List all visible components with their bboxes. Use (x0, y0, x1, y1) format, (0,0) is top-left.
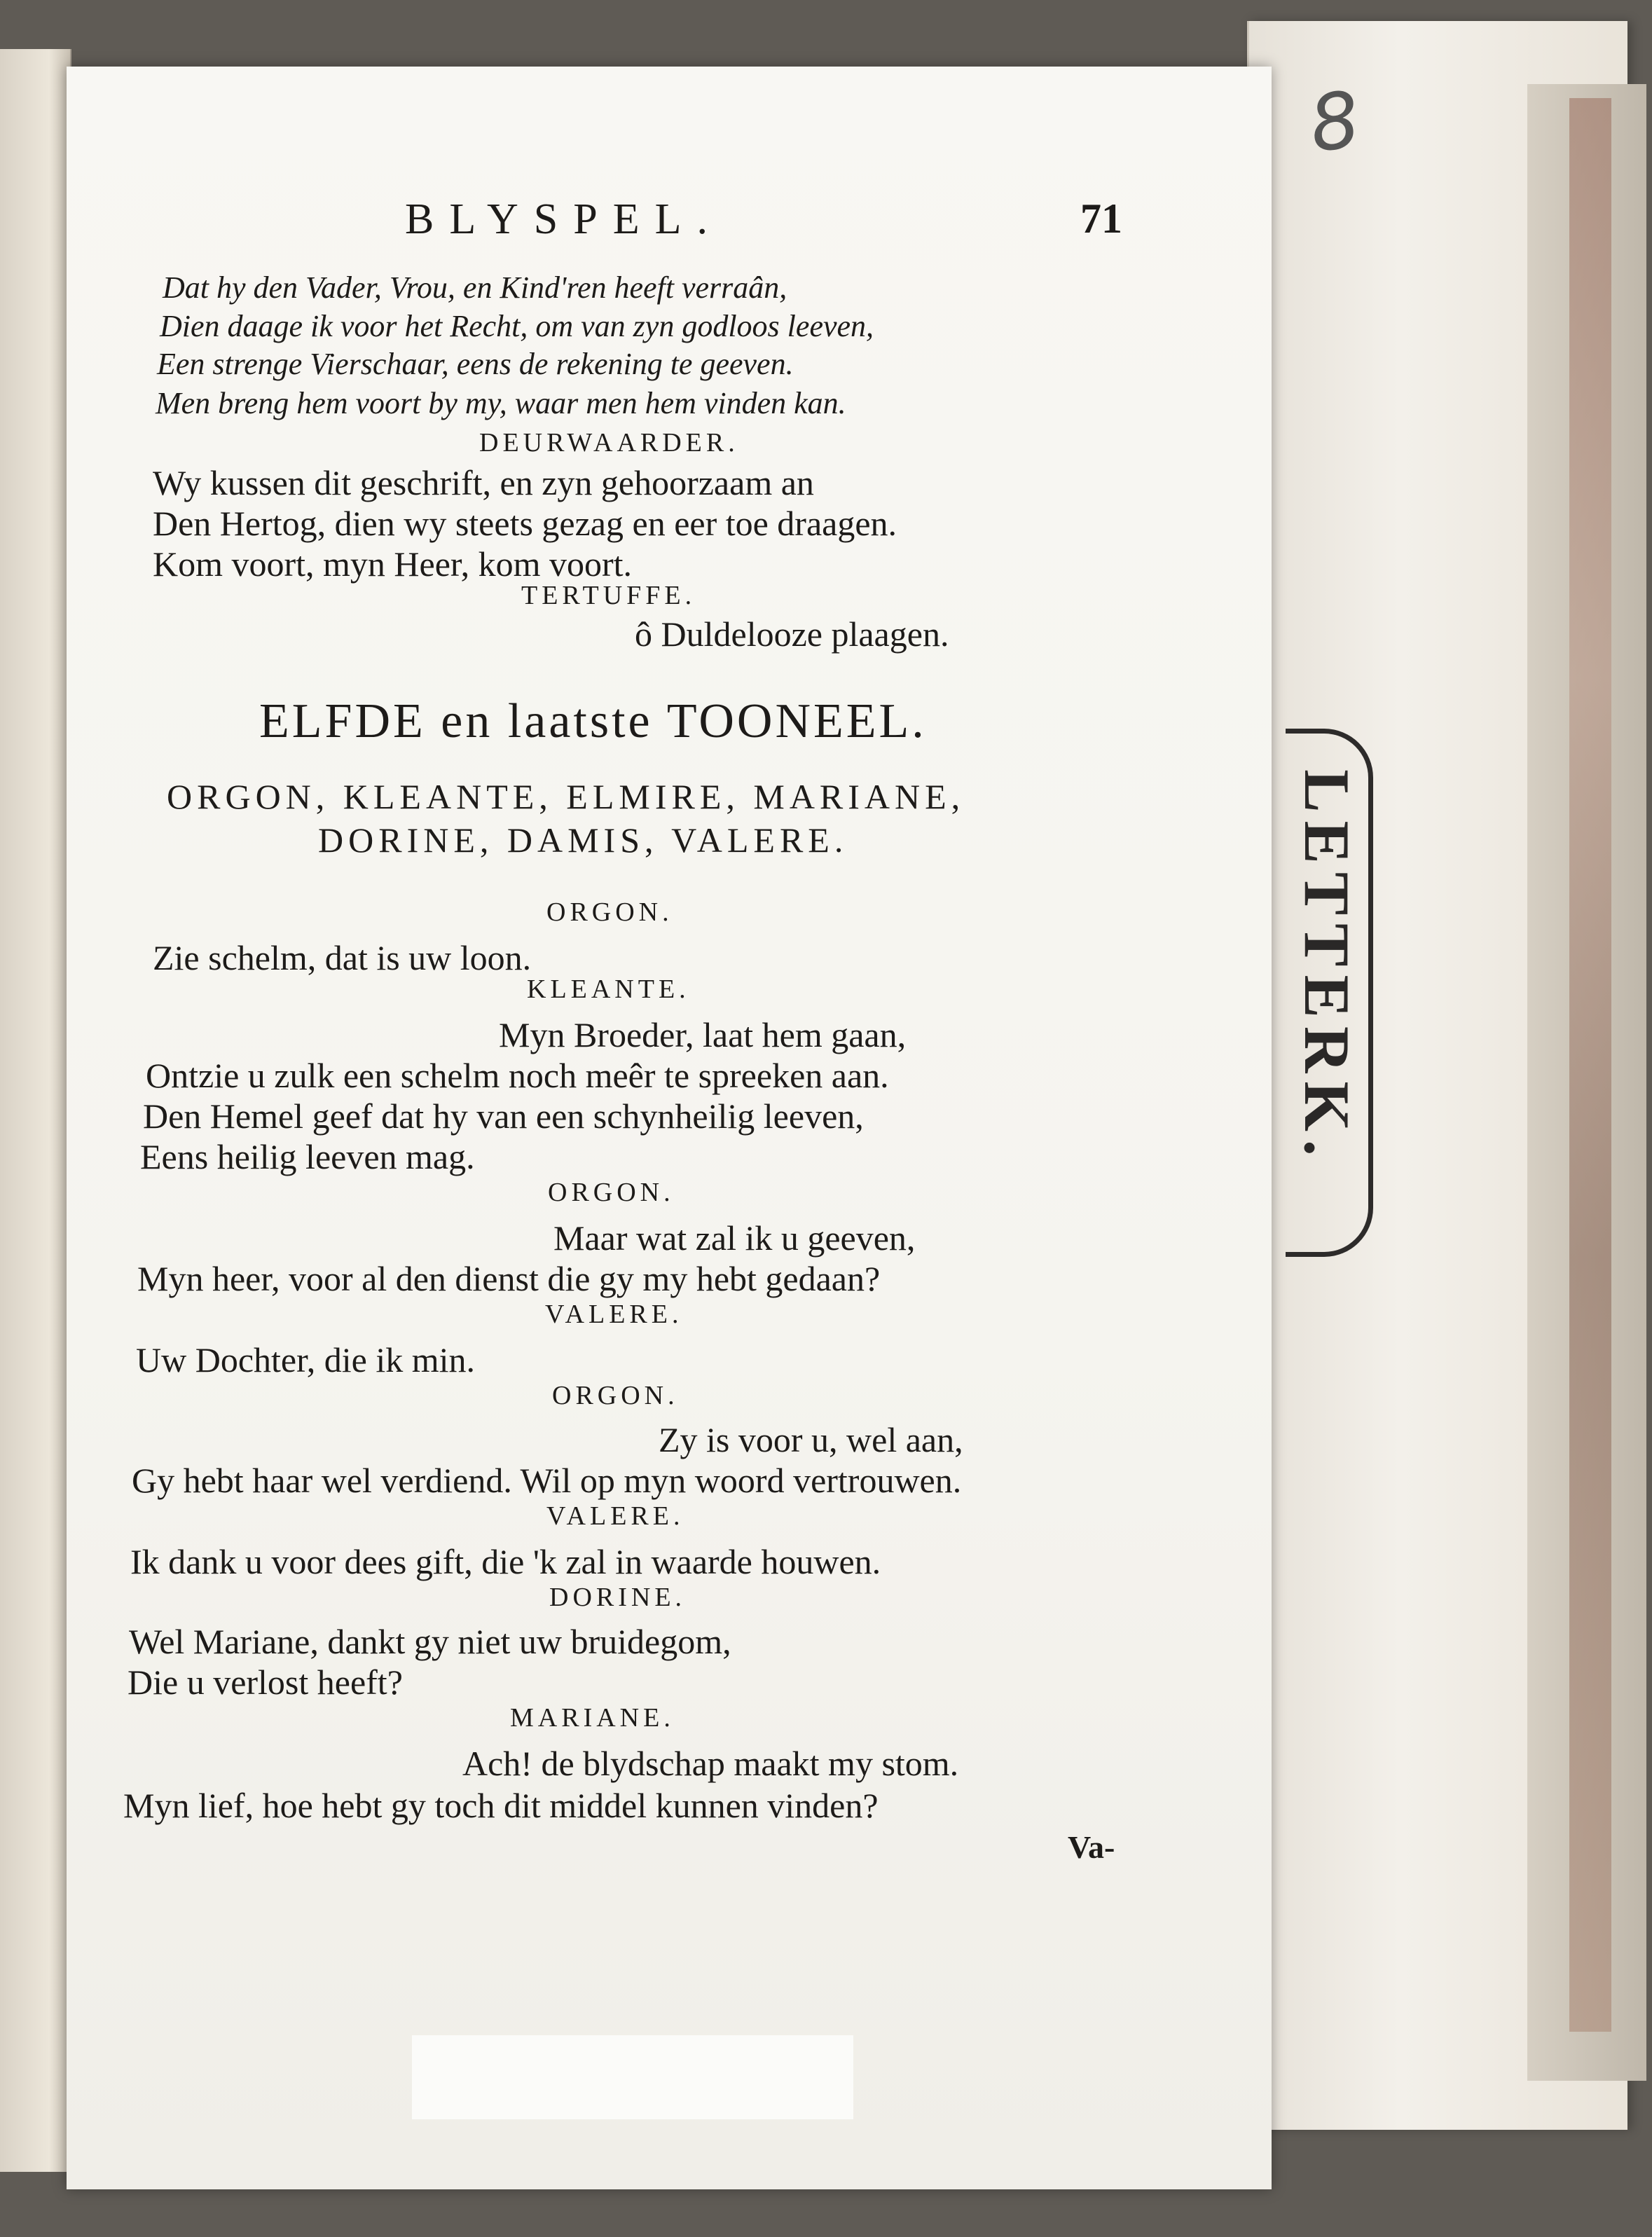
verse-line: Die u verlost heeft? (128, 1663, 403, 1702)
running-title: BLYSPEL. (405, 195, 724, 243)
verse-line: Ontzie u zulk een schelm noch meêr te spreeken aan. (146, 1056, 889, 1095)
paper-patch (412, 2035, 853, 2119)
speaker-label: VALERE. (545, 1300, 683, 1329)
verse-line: Ik dank u voor dees gift, die 'k zal in waarde houwen. (130, 1542, 881, 1581)
verse-line: Gy hebt haar wel verdiend. Wil op myn woord vertrouwen. (132, 1461, 962, 1500)
speaker-label: VALERE. (546, 1501, 684, 1531)
handwritten-page-number: 8 (1304, 74, 1365, 170)
verse-line: Wel Mariane, dankt gy niet uw bruidegom, (129, 1622, 731, 1661)
verse-line: Een strenge Vierschaar, eens de rekening te geeven. (157, 347, 794, 381)
speaker-label: KLEANTE. (527, 975, 690, 1004)
folio-number: 71 (1080, 195, 1122, 242)
verse-line: Den Hemel geef dat hy van een schynheilig leeven, (143, 1096, 864, 1136)
verse-line: Dien daage ik voor het Recht, om van zyn godloos leeven, (160, 309, 874, 343)
cast-list: ORGON, KLEANTE, ELMIRE, MARIANE, (167, 777, 965, 816)
speaker-label: ORGON. (552, 1381, 679, 1410)
verse-line: Myn heer, voor al den dienst die gy my hebt gedaan? (137, 1259, 881, 1298)
speaker-label: DORINE. (549, 1583, 687, 1612)
foxed-edge (1569, 98, 1611, 2032)
speaker-label: DEURWAARDER. (479, 428, 739, 457)
cast-list: DORINE, DAMIS, VALERE. (318, 820, 848, 860)
scene-title: ELFDE en laatste TOONEEL. (259, 694, 927, 748)
speaker-label: ORGON. (546, 897, 673, 927)
verse-line: Eens heilig leeven mag. (140, 1137, 475, 1176)
speaker-label: ORGON. (548, 1178, 675, 1207)
verse-line: Ach! de blydschap maakt my stom. (462, 1744, 959, 1783)
facing-page-edge (0, 49, 71, 2172)
verse-line: Myn lief, hoe hebt gy toch dit middel kunnen vinden? (123, 1786, 879, 1825)
verse-line: Wy kussen dit geschrift, en zyn gehoorzaam an (153, 463, 814, 502)
verse-line: Zie schelm, dat is uw loon. (153, 938, 532, 977)
verse-line: Zy is voor u, wel aan, (659, 1420, 963, 1459)
speaker-label: TERTUFFE. (521, 581, 696, 610)
verse-line: Dat hy den Vader, Vrou, en Kind'ren heeft verraân, (163, 270, 787, 305)
catchword: Va- (1068, 1829, 1115, 1865)
verse-line: Den Hertog, dien wy steets gezag en eer toe draagen. (153, 504, 897, 543)
verse-line: Uw Dochter, die ik min. (136, 1340, 476, 1379)
speaker-label: MARIANE. (510, 1703, 675, 1733)
library-stamp-text: LETTERK. (1291, 769, 1363, 1164)
verse-line: Maar wat zal ik u geeven, (553, 1218, 916, 1258)
verse-line: ô Duldelooze plaagen. (635, 614, 949, 654)
verse-line: Myn Broeder, laat hem gaan, (499, 1015, 907, 1054)
verse-line: Kom voort, myn Heer, kom voort. (153, 544, 633, 584)
verse-line: Men breng hem voort by my, waar men hem vinden kan. (156, 386, 846, 420)
